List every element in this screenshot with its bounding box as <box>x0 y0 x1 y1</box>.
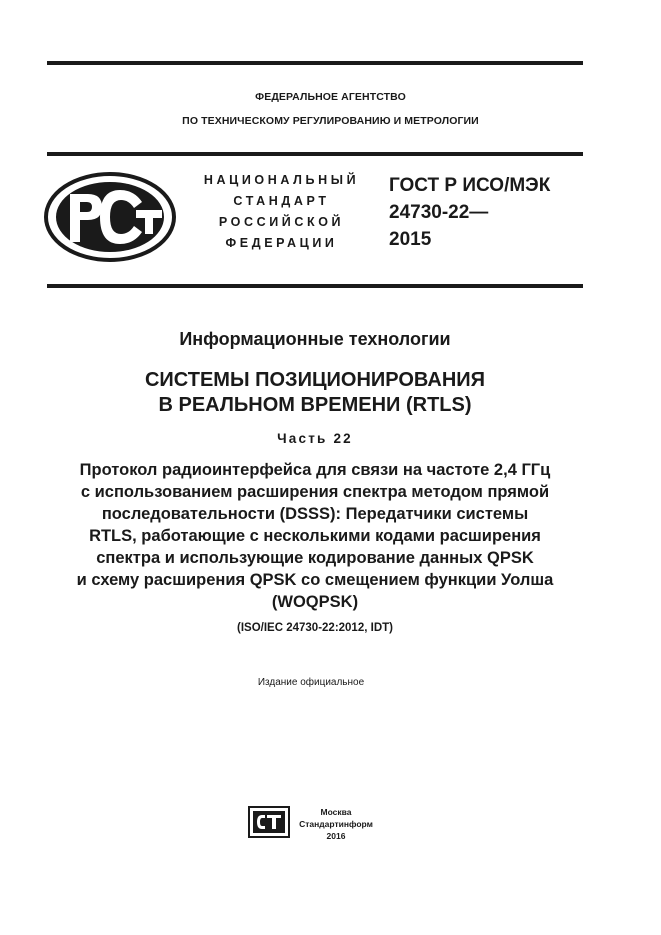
gost-line-3: 2015 <box>389 229 432 250</box>
publisher-year: 2016 <box>326 831 346 841</box>
official-edition-label: Издание официальное <box>257 677 365 688</box>
subtitle-line-6: и схему расширения QPSK со смещением функции Уолша <box>76 571 554 589</box>
iso-reference: (ISO/IEC 24730-22:2012, IDT) <box>237 622 393 634</box>
national-line-1: НАЦИОНАЛЬНЫЙ <box>203 173 360 187</box>
subtitle-line-2: с использованием расширения спектра методом прямой <box>80 483 550 501</box>
gost-line-2: 24730-22— <box>389 202 489 223</box>
subtitle-line-3: последовательности (DSSS): Передатчики системы <box>101 505 529 523</box>
title-line-2: В РЕАЛЬНОМ ВРЕМЕНИ (RTLS) <box>158 394 472 416</box>
top-rule <box>47 61 583 65</box>
middle-rule <box>47 152 583 156</box>
agency-line-1: ФЕДЕРАЛЬНОЕ АГЕНТСТВО <box>255 91 406 103</box>
national-line-2: СТАНДАРТ <box>233 194 330 208</box>
document-title <box>0 368 630 418</box>
subtitle-line-1: Протокол радиоинтерфейса для связи на частоте 2,4 ГГц <box>79 461 551 479</box>
gost-designation <box>389 172 550 253</box>
standartinform-logo-icon <box>248 806 290 838</box>
gost-rst-emblem-icon <box>44 172 176 262</box>
document-category: Информационные технологии <box>179 329 451 349</box>
document-subtitle <box>0 459 630 613</box>
national-line-4: ФЕДЕРАЦИИ <box>225 236 338 250</box>
subtitle-line-7: (WOQPSK) <box>271 593 359 611</box>
national-standard-label <box>190 170 373 254</box>
gost-line-1: ГОСТ Р ИСО/МЭК <box>389 175 551 196</box>
lower-rule <box>47 284 583 288</box>
national-line-3: РОССИЙСКОЙ <box>218 215 345 229</box>
part-number: Часть 22 <box>277 431 353 446</box>
publisher-name: Стандартинформ <box>299 819 373 829</box>
publisher-info <box>294 806 378 842</box>
title-line-1: СИСТЕМЫ ПОЗИЦИОНИРОВАНИЯ <box>144 369 486 391</box>
publisher-city: Москва <box>320 807 352 817</box>
agency-line-2: ПО ТЕХНИЧЕСКОМУ РЕГУЛИРОВАНИЮ И МЕТРОЛОГИИ <box>182 115 479 127</box>
subtitle-line-5: спектра и использующие кодирование данных QPSK <box>96 549 534 567</box>
subtitle-line-4: RTLS, работающие с несколькими кодами расширения <box>89 527 541 545</box>
